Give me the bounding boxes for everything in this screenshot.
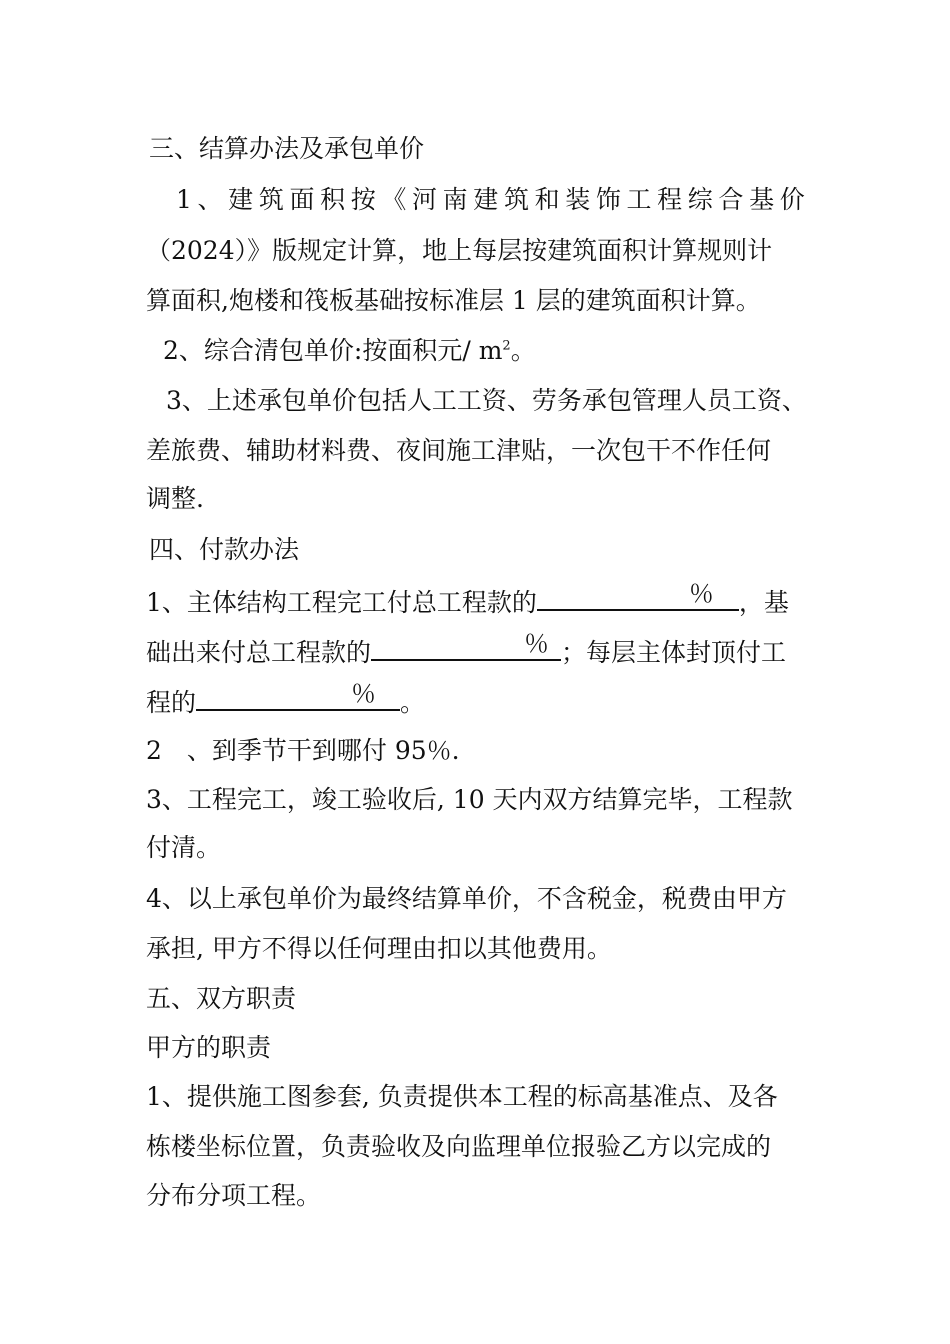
item-3-1-line-1-char: 筑 — [503, 185, 529, 214]
item-5-1-line-2: 栋楼坐标位置，负责验收及向监理单位报验乙方以完成的 — [146, 1132, 772, 1161]
blank-field-1-percent: ％ — [688, 579, 714, 608]
item-3-2-tail: 。 — [510, 336, 536, 365]
item-3-1-line-1-char: 南 — [442, 185, 468, 214]
item-3-1-line-1-char: 装 — [565, 185, 591, 214]
item-5-1-line-1: 1、提供施工图参套, 负责提供本工程的标高基准点、及各 — [146, 1082, 778, 1111]
item-3-2-text: 2、综合清包单价:按面积元/ m — [163, 336, 503, 365]
item-3-1-line-2: （2024）》版规定计算，地上每层按建筑面积计算规则计 — [146, 236, 773, 265]
item-3-1-line-1-char: 综 — [687, 185, 713, 214]
section-4-heading: 四、付款办法 — [149, 535, 300, 564]
item-4-1-line-3-prefix: 程的 — [146, 688, 197, 717]
item-3-1-line-1-char: 、 — [197, 185, 223, 214]
item-3-1-line-3: 算面积,炮楼和筏板基础按标准层 1 层的建筑面积计算。 — [146, 286, 761, 315]
item-3-1-line-1-char: 建 — [473, 185, 499, 214]
item-4-1-line-2-suffix: ；每层主体封顶付工 — [561, 638, 787, 667]
blank-field-2[interactable] — [371, 629, 561, 661]
item-3-1-line-1-char: 积 — [320, 185, 346, 214]
item-4-1-line-1 — [146, 579, 789, 617]
item-3-1-line-1-char: 饰 — [595, 185, 621, 214]
item-3-1-line-1-char: 筑 — [258, 185, 284, 214]
item-5-1-line-3: 分布分项工程。 — [146, 1181, 322, 1210]
item-4-4-line-2: 承担, 甲方不得以任何理由扣以其他费用。 — [146, 934, 612, 963]
item-3-1-line-1-char: 工 — [626, 185, 652, 214]
item-3-1-line-1-char: 河 — [412, 185, 438, 214]
item-4-1-line-2-prefix: 础出来付总工程款的 — [146, 638, 372, 667]
item-4-2: 2 、到季节干到哪付 95％. — [146, 736, 460, 765]
item-3-3-line-2: 差旅费、辅助材料费、夜间施工津贴，一次包干不作任何 — [146, 436, 772, 465]
item-4-1-line-3-suffix: 。 — [400, 688, 426, 717]
item-3-1-line-1-char: 价 — [779, 185, 805, 214]
item-3-1-line-1-char: 建 — [228, 185, 254, 214]
item-3-2 — [163, 334, 536, 368]
blank-field-1[interactable] — [537, 579, 739, 611]
item-3-1-line-1-char: 基 — [749, 185, 775, 214]
party-a-duties-heading: 甲方的职责 — [146, 1033, 272, 1062]
item-3-3-line-3: 调整. — [146, 484, 204, 513]
item-3-1-line-1 — [176, 183, 805, 217]
item-4-1-line-1-prefix: 1、主体结构工程完工付总工程款的 — [146, 588, 537, 617]
item-3-1-line-1-char: 按 — [350, 185, 376, 214]
item-4-3-line-2: 付清。 — [146, 833, 222, 862]
blank-field-2-percent: ％ — [524, 629, 550, 658]
item-3-2-superscript: 2 — [502, 338, 511, 354]
item-4-3-line-1: 3、工程完工，竣工验收后, 10 天内双方结算完毕，工程款 — [146, 785, 793, 814]
section-3-heading: 三、结算办法及承包单价 — [149, 134, 425, 163]
item-4-1-line-3 — [146, 679, 426, 717]
item-4-4-line-1: 4、以上承包单价为最终结算单价，不含税金，税费由甲方 — [146, 884, 787, 913]
item-4-1-line-1-suffix: ，基 — [738, 588, 789, 617]
blank-field-3-percent: ％ — [351, 679, 377, 708]
section-5-heading: 五、双方职责 — [146, 984, 297, 1013]
blank-field-3[interactable] — [196, 679, 400, 711]
item-4-1-line-2 — [146, 629, 787, 667]
item-3-1-line-1-char: 1 — [176, 185, 192, 214]
item-3-1-line-1-char: 《 — [381, 185, 407, 214]
item-3-1-line-1-char: 合 — [718, 185, 744, 214]
item-3-3-line-1: 3、上述承包单价包括人工工资、劳务承包管理人员工资、 — [166, 386, 807, 415]
item-3-1-line-1-char: 和 — [534, 185, 560, 214]
item-3-1-line-1-char: 面 — [289, 185, 315, 214]
item-3-1-line-1-char: 程 — [657, 185, 683, 214]
